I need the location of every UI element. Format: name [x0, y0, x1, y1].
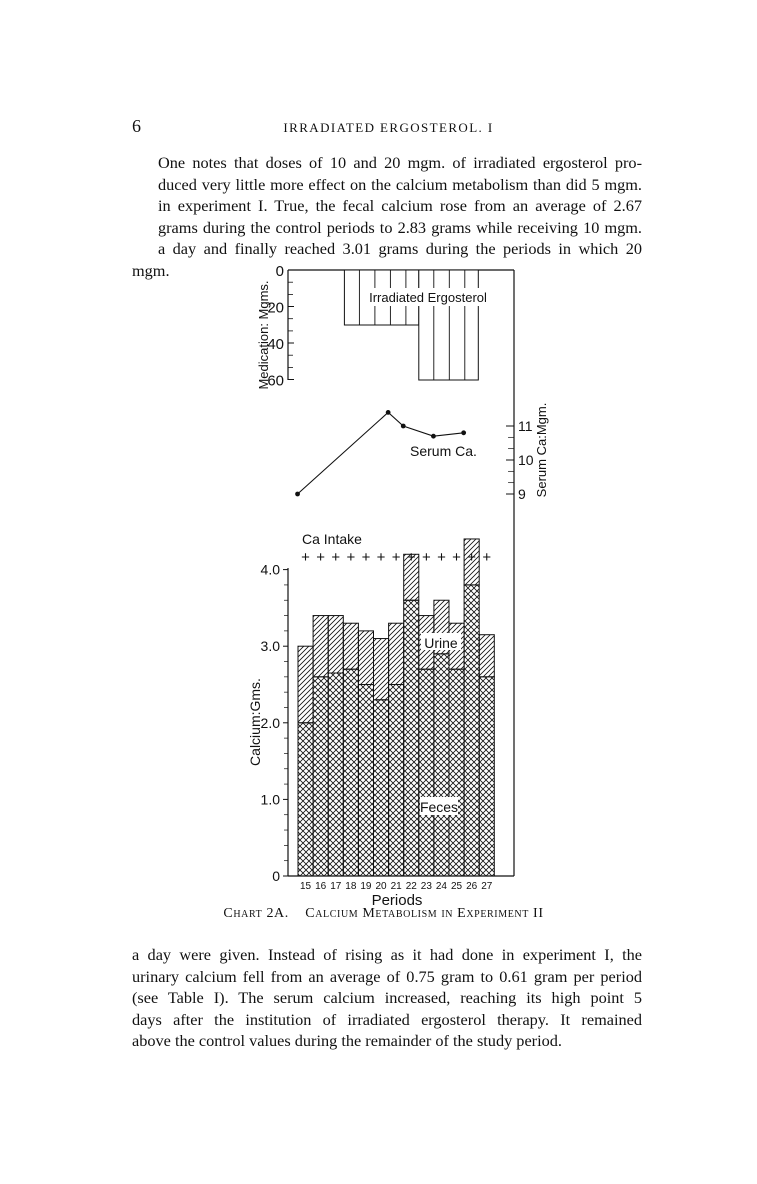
x-tick-label: 17: [330, 881, 342, 892]
x-tick-label: 25: [450, 881, 463, 892]
ca-intake-mark: +: [467, 549, 477, 566]
ca-intake-mark: +: [452, 549, 461, 566]
serum-axis-label: Serum Ca:Mgm.: [534, 402, 549, 498]
serum-point: [295, 492, 300, 497]
feces-bar: [358, 685, 373, 877]
text-line: urinary calcium fell from an average of 0.75 gram to 0.61 gram per period: [132, 966, 642, 986]
ca-intake-mark: +: [421, 549, 431, 566]
calcium-tick-label: 2.0: [260, 714, 280, 731]
calcium-tick-label: 4.0: [260, 561, 280, 578]
urine-bar: [389, 623, 404, 684]
urine-bar: [328, 616, 343, 673]
urine-bar: [374, 639, 389, 700]
serum-label: Serum Ca.: [410, 443, 477, 459]
urine-bar: [343, 623, 358, 669]
ca-intake-mark: +: [316, 549, 326, 566]
serum-point: [461, 430, 466, 435]
text-line: above the control values during the remainder of the study period.: [132, 1031, 562, 1051]
feces-bar: [313, 677, 328, 876]
x-axis-label: Periods: [371, 892, 423, 909]
paragraph-bottom: [132, 944, 642, 1052]
text-line: a day were given. Instead of rising as it had done in experiment I, the: [132, 945, 642, 964]
serum-tick-label: 11: [518, 418, 533, 434]
ca-intake-mark: +: [301, 549, 310, 566]
x-tick-label: 27: [481, 881, 493, 892]
text-line: duced very little more effect on the calcium metabolism than did 5 mgm.: [158, 174, 642, 194]
feces-bar: [404, 600, 419, 876]
x-tick-label: 26: [466, 881, 478, 892]
feces-bar: [434, 654, 449, 876]
serum-point: [431, 434, 436, 439]
serum-point: [401, 424, 406, 429]
urine-bar: [298, 646, 313, 723]
feces-bar: [374, 700, 389, 876]
medication-tick-label: 60: [267, 372, 284, 390]
calcium-axis-label: Calcium:Gms.: [247, 678, 263, 766]
medication-axis-label: Medication: Mgms.: [256, 280, 271, 390]
x-tick-label: 23: [420, 881, 432, 892]
feces-bar: [328, 673, 343, 876]
calcium-tick-label: 3.0: [260, 638, 280, 655]
medication-block: [419, 270, 479, 380]
x-tick-label: 22: [405, 881, 417, 892]
ca-intake-mark: +: [406, 549, 416, 566]
x-tick-label: 16: [315, 881, 327, 892]
text-line: days after the institution of irradiated ergosterol therapy. It remained: [132, 1009, 642, 1029]
ca-intake-label: Ca Intake: [302, 531, 362, 547]
feces-bar: [298, 723, 313, 876]
feces-label: Feces: [419, 799, 459, 815]
medication-tick-label: 40: [267, 336, 284, 353]
serum-tick-label: 9: [518, 486, 526, 502]
x-tick-label: 18: [345, 881, 357, 892]
page-number: 6: [132, 116, 141, 136]
chart-caption: [0, 906, 757, 922]
medication-label: Irradiated Ergosterol: [369, 290, 487, 305]
x-tick-label: 20: [375, 881, 387, 892]
text-line: One notes that doses of 10 and 20 mgm. of irradiated ergosterol pro-: [158, 153, 642, 172]
feces-bar: [479, 677, 494, 876]
feces-bar: [464, 585, 479, 876]
text-line: in experiment I. True, the fecal calcium rose from an average of 2.67: [158, 196, 642, 216]
ca-intake-mark: +: [331, 549, 341, 566]
feces-bar: [419, 669, 434, 876]
running-head: IRRADIATED ERGOSTEROL. I: [283, 120, 494, 135]
ca-intake-mark: +: [437, 549, 446, 566]
calcium-tick-label: 1.0: [260, 791, 280, 808]
ca-intake-mark: +: [482, 549, 492, 566]
urine-bar: [479, 635, 494, 677]
feces-bar: [449, 669, 464, 876]
x-tick-label: 24: [435, 881, 448, 892]
feces-bar: [343, 669, 358, 876]
x-tick-label: 19: [360, 881, 372, 892]
text-line: grams during the control periods to 2.83 grams while receiving 10 mgm.: [158, 217, 642, 237]
caption-text: Calcium Metabolism in Experiment II: [305, 906, 544, 921]
ca-intake-mark: +: [376, 549, 386, 566]
caption-label: Chart 2A.: [223, 906, 289, 921]
serum-tick-label: 10: [518, 452, 534, 468]
ca-intake-mark: +: [361, 549, 371, 566]
ca-intake-mark: +: [391, 549, 401, 566]
urine-label: Urine: [424, 635, 458, 651]
x-tick-label: 15: [299, 881, 312, 892]
medication-tick-label: 20: [267, 299, 284, 317]
text-line: (see Table I). The serum calcium increased, reaching its high point 5: [132, 988, 642, 1008]
urine-bar: [313, 616, 328, 677]
text-line: a day and finally reached 3.01 grams during the periods in which 20 mgm.: [132, 239, 642, 280]
calcium-tick-label: 0: [272, 868, 280, 884]
urine-bar: [358, 631, 373, 685]
ca-intake-mark: +: [346, 549, 356, 566]
feces-bar: [389, 685, 404, 877]
serum-point: [386, 410, 391, 415]
medication-tick-label: 0: [275, 263, 284, 280]
x-tick-label: 21: [390, 881, 402, 892]
